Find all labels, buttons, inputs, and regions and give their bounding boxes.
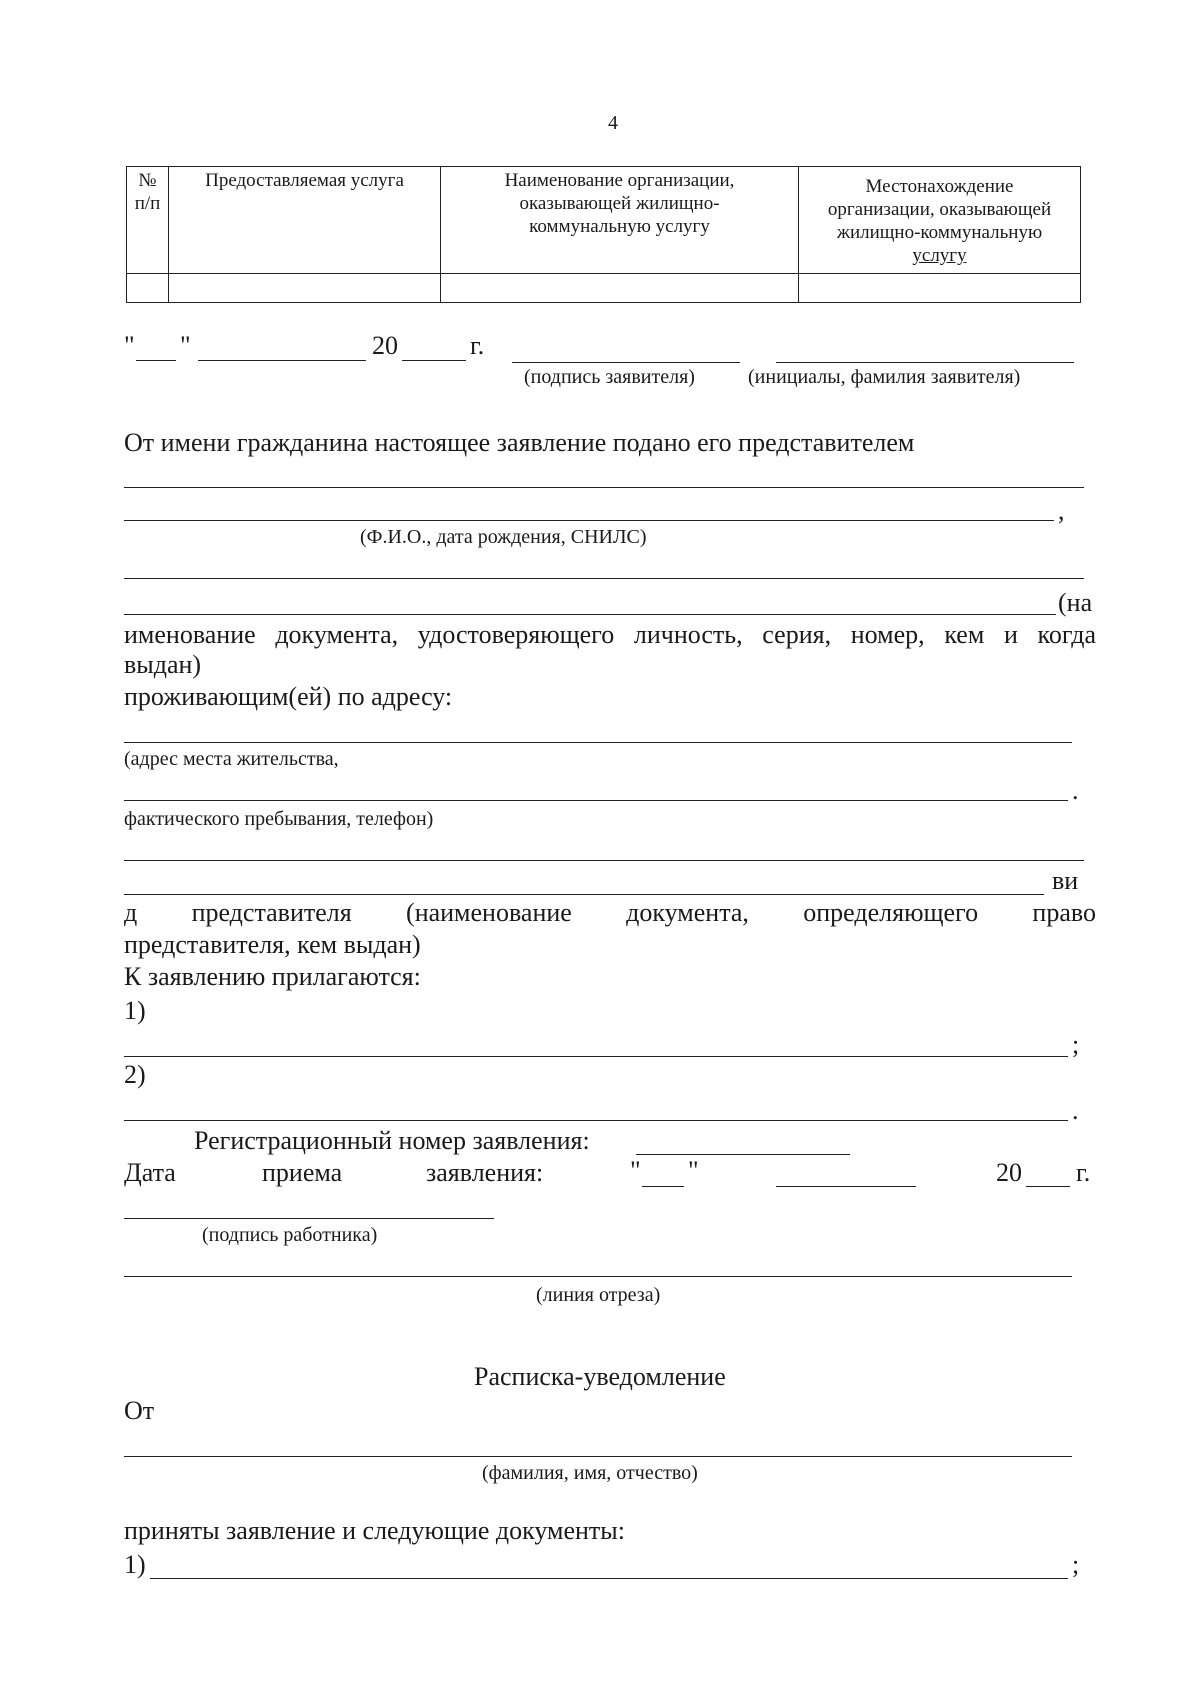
header-text: Местонахождение xyxy=(865,176,1014,197)
date-month-field[interactable] xyxy=(198,360,366,361)
header-text: № xyxy=(138,170,157,191)
caption-word: (наименование xyxy=(406,898,572,927)
receipt-date-word: приема xyxy=(262,1158,343,1187)
page-number: 4 xyxy=(608,112,618,134)
attachment-item-2-field[interactable] xyxy=(124,1120,1068,1121)
semicolon: ; xyxy=(1072,1550,1080,1579)
authority-caption-line1 xyxy=(124,898,1096,928)
cut-line-caption: (линия отреза) xyxy=(536,1284,661,1306)
date-day-field[interactable] xyxy=(136,360,176,361)
worker-signature-caption: (подпись работника) xyxy=(202,1224,378,1246)
attachment-item-1-field[interactable] xyxy=(124,1056,1068,1057)
applicant-signature-caption: (подпись заявителя) xyxy=(524,366,695,388)
receipt-fio-field[interactable] xyxy=(124,1456,1072,1457)
table-cell[interactable] xyxy=(799,274,1081,303)
applicant-signature-field[interactable] xyxy=(512,362,740,363)
receipt-date-close-quote: " xyxy=(688,1156,699,1185)
date-year-suffix: г. xyxy=(470,331,485,360)
identity-doc-field-2[interactable] xyxy=(124,614,1056,615)
header-text: п/п xyxy=(134,193,161,214)
date-close-quote: " xyxy=(180,331,191,360)
caption-word: определяющего xyxy=(803,898,979,927)
applicant-name-field[interactable] xyxy=(776,362,1074,363)
registration-number-label: Регистрационный номер заявления: xyxy=(194,1126,590,1155)
caption-word: документа, xyxy=(626,898,749,927)
caption-word: право xyxy=(1032,898,1096,927)
cut-line xyxy=(124,1276,1072,1277)
representative-intro: От имени гражданина настоящее заявление подано его представителем xyxy=(124,428,915,457)
receipt-from-label: От xyxy=(124,1396,155,1425)
residence-address-caption: (адрес места жительства, xyxy=(124,748,339,770)
applicant-name-caption: (инициалы, фамилия заявителя) xyxy=(748,366,1021,388)
receipt-date-word: Дата xyxy=(124,1158,176,1187)
table-header-row xyxy=(127,167,1081,274)
receipt-year-suffix: г. xyxy=(1076,1158,1091,1187)
registration-number-field[interactable] xyxy=(636,1154,850,1155)
semicolon: ; xyxy=(1072,1030,1080,1059)
identity-doc-field-1[interactable] xyxy=(124,578,1084,579)
attachment-item-1-number: 1) xyxy=(124,996,146,1025)
header-text: оказывающей жилищно- xyxy=(519,193,720,214)
col-number-header xyxy=(127,167,169,274)
caption-word: д xyxy=(124,898,138,927)
period: . xyxy=(1072,1096,1079,1125)
identity-doc-caption-line1: именование документа, удостоверяющего личность, серия, номер, кем и когда xyxy=(124,620,1096,649)
table-cell[interactable] xyxy=(441,274,799,303)
receipt-item-1-field[interactable] xyxy=(150,1578,1068,1579)
stay-address-field[interactable] xyxy=(124,800,1068,801)
header-text: Предоставляемая услуга xyxy=(205,170,404,191)
stay-address-caption: фактического пребывания, телефон) xyxy=(124,808,434,830)
receipt-month-field[interactable] xyxy=(776,1186,916,1187)
residence-address-field[interactable] xyxy=(124,742,1072,743)
representative-authority-field-1[interactable] xyxy=(124,860,1084,861)
period: . xyxy=(1072,776,1079,805)
header-text: жилищно-коммунальную xyxy=(836,222,1043,243)
attachments-label: К заявлению прилагаются: xyxy=(124,962,421,991)
receipt-date-open-quote: " xyxy=(630,1156,641,1185)
identity-doc-caption-line2: выдан) xyxy=(124,650,202,679)
receipt-fio-caption: (фамилия, имя, отчество) xyxy=(482,1462,698,1484)
representative-fio-field-2[interactable] xyxy=(124,520,1054,521)
date-year-field[interactable] xyxy=(402,360,466,361)
comma: , xyxy=(1058,496,1065,525)
table-cell[interactable] xyxy=(169,274,441,303)
table-cell[interactable] xyxy=(127,274,169,303)
representative-fio-caption: (Ф.И.О., дата рождения, СНИЛС) xyxy=(360,526,647,548)
col-service-header xyxy=(169,167,441,274)
identity-doc-caption-start: (на xyxy=(1058,588,1093,617)
caption-word: представителя xyxy=(191,898,352,927)
header-text: коммунальную услугу xyxy=(529,216,710,237)
receipt-day-field[interactable] xyxy=(642,1186,684,1187)
date-year-prefix: 20 xyxy=(372,331,398,360)
receipt-year-prefix: 20 xyxy=(996,1158,1022,1187)
receipt-title: Расписка-уведомление xyxy=(474,1362,726,1391)
header-text: Наименование организации, xyxy=(504,170,735,191)
receipt-date-word: заявления: xyxy=(426,1158,544,1187)
receipt-accepted-label: приняты заявление и следующие документы: xyxy=(124,1516,625,1545)
receipt-item-1-number: 1) xyxy=(124,1550,146,1579)
header-text: организации, оказывающей xyxy=(827,199,1052,220)
receipt-year-field[interactable] xyxy=(1026,1186,1070,1187)
header-text: услугу xyxy=(912,245,967,266)
authority-caption-line2: представителя, кем выдан) xyxy=(124,930,421,959)
services-table xyxy=(126,166,1081,303)
col-org-location-header xyxy=(799,167,1081,274)
attachment-item-2-number: 2) xyxy=(124,1060,146,1089)
date-open-quote: " xyxy=(124,331,135,360)
worker-signature-field[interactable] xyxy=(124,1218,494,1219)
table-row xyxy=(127,274,1081,303)
address-label: проживающим(ей) по адресу: xyxy=(124,682,453,711)
representative-authority-field-2[interactable] xyxy=(124,894,1044,895)
representative-fio-field-1[interactable] xyxy=(124,487,1084,488)
authority-caption-start: ви xyxy=(1052,866,1079,895)
col-org-name-header xyxy=(441,167,799,274)
